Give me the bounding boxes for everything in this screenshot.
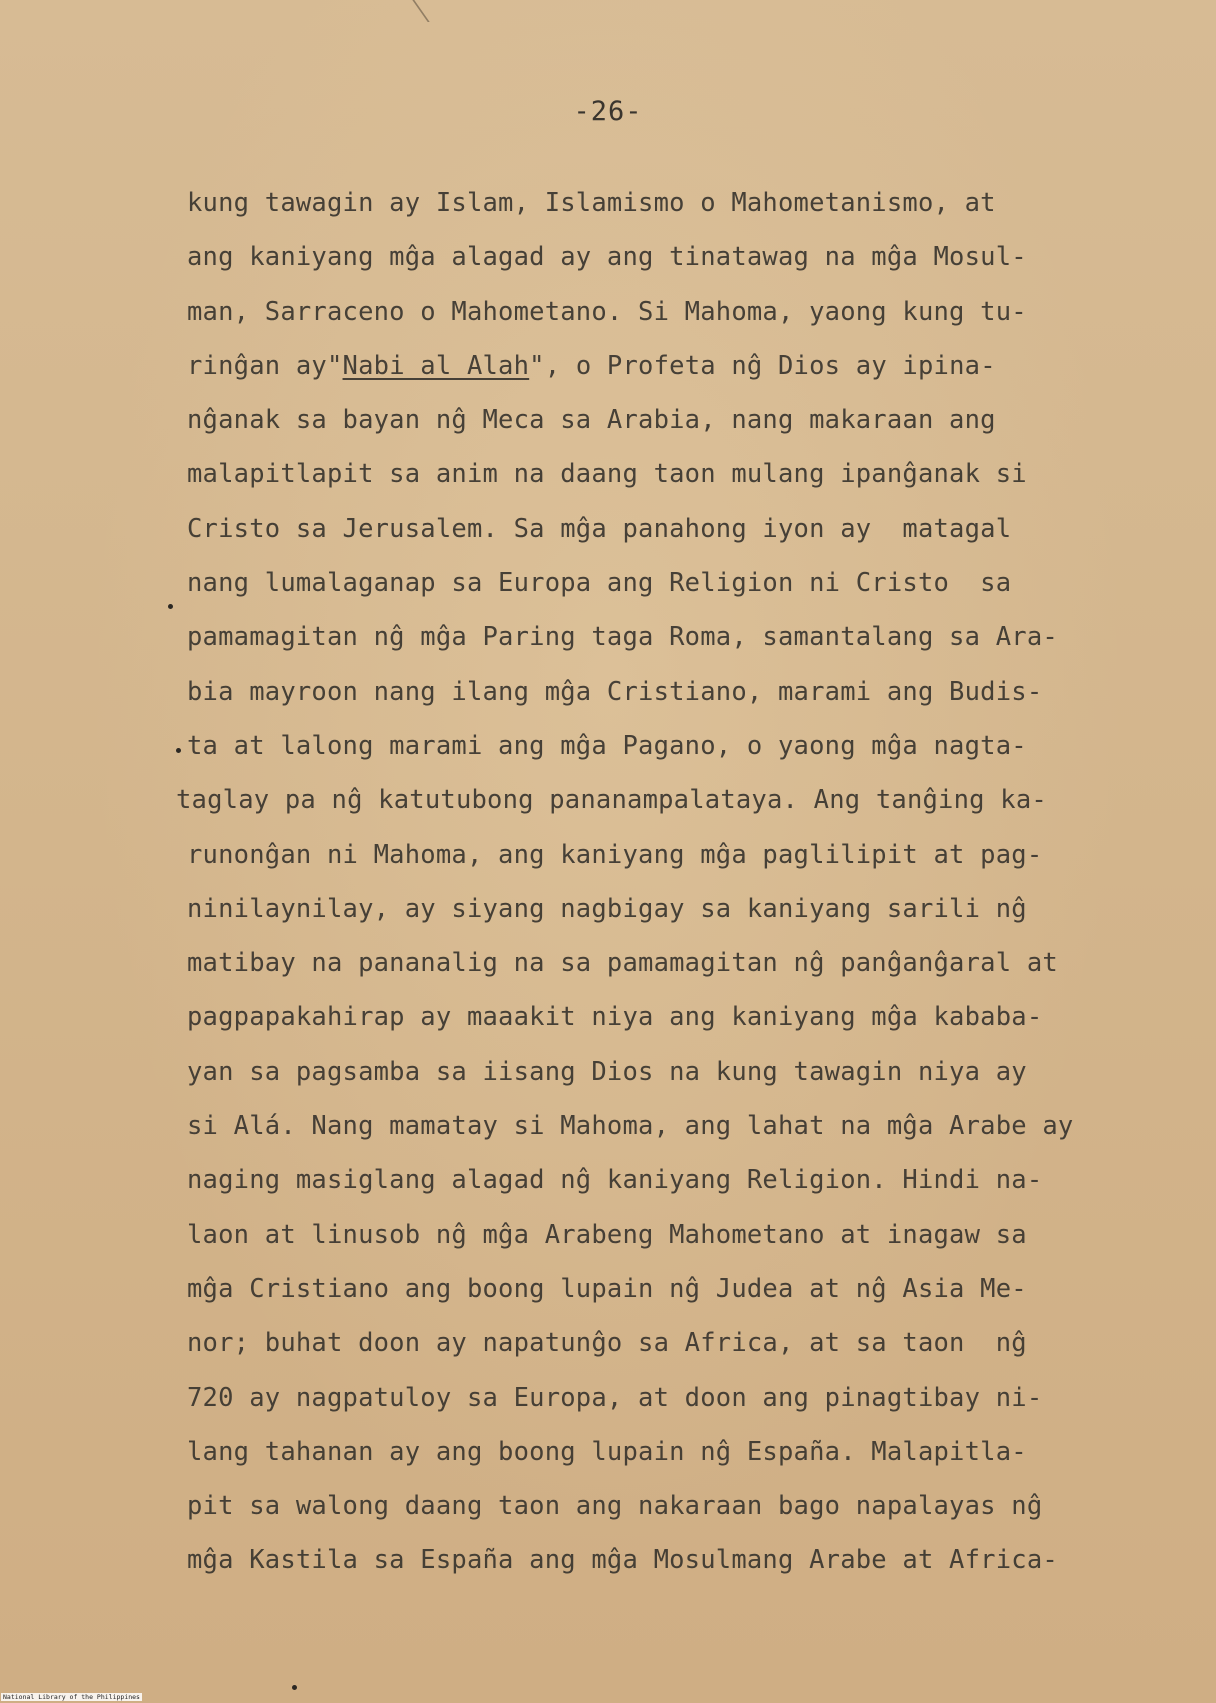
text-run: yan sa pagsamba sa iisang Dios na kung tawagin niya ay xyxy=(187,1056,1027,1087)
text-line xyxy=(187,339,1087,393)
text-line xyxy=(187,610,1087,664)
paper-crease-mark xyxy=(412,0,459,22)
text-line xyxy=(187,1099,1087,1153)
text-run: ang kaniyang mĝa alagad ay ang tinatawag na mĝa Mosul- xyxy=(187,242,1027,273)
text-run: pit sa walong daang taon ang nakaraan bago napalayas nĝ xyxy=(187,1491,1043,1522)
text-line xyxy=(176,773,1087,827)
page-number: -26- xyxy=(573,96,643,127)
text-line xyxy=(187,393,1087,447)
text-line xyxy=(187,1045,1087,1099)
text-run: runonĝan ni Mahoma, ang kaniyang mĝa paglilipit at pag- xyxy=(187,839,1043,870)
text-run: mĝa Cristiano ang boong lupain nĝ Judea at nĝ Asia Me- xyxy=(187,1273,1027,1304)
text-line xyxy=(187,447,1087,501)
text-run: malapitlapit sa anim na daang taon mulang ipanĝanak si xyxy=(187,459,1027,490)
text-line xyxy=(187,1262,1087,1316)
text-run: ta at lalong marami ang mĝa Pagano, o yaong mĝa nagta- xyxy=(187,730,1027,761)
text-line xyxy=(187,1208,1087,1262)
underlined-phrase: Nabi al Alah xyxy=(342,350,530,381)
text-run: ninilaynilay, ay siyang nagbigay sa kaniyang sarili nĝ xyxy=(187,893,1027,924)
text-line xyxy=(187,1425,1087,1479)
ink-speck xyxy=(292,1685,297,1690)
text-line xyxy=(187,1316,1087,1370)
body-text xyxy=(176,176,1087,1588)
text-line xyxy=(187,719,1087,773)
text-line xyxy=(187,1371,1087,1425)
text-run: lang tahanan ay ang boong lupain nĝ España. Malapitla- xyxy=(187,1436,1027,1467)
text-line xyxy=(187,285,1087,339)
text-line xyxy=(187,990,1087,1044)
text-line xyxy=(187,502,1087,556)
text-line xyxy=(187,828,1087,882)
text-line xyxy=(187,665,1087,719)
text-run: rinĝan ay" xyxy=(187,350,343,381)
text-run: taglay pa nĝ katutubong pananampalataya. Ang tanĝing ka- xyxy=(176,785,1047,816)
text-line xyxy=(187,882,1087,936)
text-line xyxy=(187,176,1087,230)
text-run: 720 ay nagpatuloy sa Europa, at doon ang pinagtibay ni- xyxy=(187,1382,1043,1413)
text-run: mĝa Kastila sa España ang mĝa Mosulmang Arabe at Africa- xyxy=(187,1545,1058,1576)
text-line xyxy=(187,1479,1087,1533)
text-line xyxy=(187,1533,1087,1587)
text-line xyxy=(187,556,1087,610)
text-run: man, Sarraceno o Mahometano. Si Mahoma, yaong kung tu- xyxy=(187,296,1027,327)
text-run: pagpapakahirap ay maaakit niya ang kaniyang mĝa kababa- xyxy=(187,1002,1043,1033)
text-run: Cristo sa Jerusalem. Sa mĝa panahong iyon ay matagal xyxy=(187,513,1012,544)
text-run: nor; buhat doon ay napatunĝo sa Africa, at sa taon nĝ xyxy=(187,1328,1027,1359)
text-line xyxy=(187,1153,1087,1207)
library-credit: National Library of the Philippines xyxy=(3,1693,140,1701)
text-run: naging masiglang alagad nĝ kaniyang Religion. Hindi na- xyxy=(187,1165,1043,1196)
text-run: bia mayroon nang ilang mĝa Cristiano, marami ang Budis- xyxy=(187,676,1043,707)
text-run: laon at linusob nĝ mĝa Arabeng Mahometano at inagaw sa xyxy=(187,1219,1027,1250)
text-run: nang lumalaganap sa Europa ang Religion ni Cristo sa xyxy=(187,568,1012,599)
text-run: pamamagitan nĝ mĝa Paring taga Roma, samantalang sa Ara- xyxy=(187,622,1058,653)
text-run: matibay na pananalig na sa pamamagitan nĝ panĝanĝaral at xyxy=(187,948,1058,979)
text-line xyxy=(187,230,1087,284)
text-run: kung tawagin ay Islam, Islamismo o Mahometanismo, at xyxy=(187,188,996,218)
ink-speck xyxy=(168,604,173,609)
text-line xyxy=(187,936,1087,990)
ink-speck xyxy=(176,748,181,753)
text-run: si Alá. Nang mamatay si Mahoma, ang lahat na mĝa Arabe ay xyxy=(187,1111,1074,1142)
text-run: nĝanak sa bayan nĝ Meca sa Arabia, nang makaraan ang xyxy=(187,405,996,436)
text-run: ", o Profeta nĝ Dios ay ipina- xyxy=(529,350,996,381)
